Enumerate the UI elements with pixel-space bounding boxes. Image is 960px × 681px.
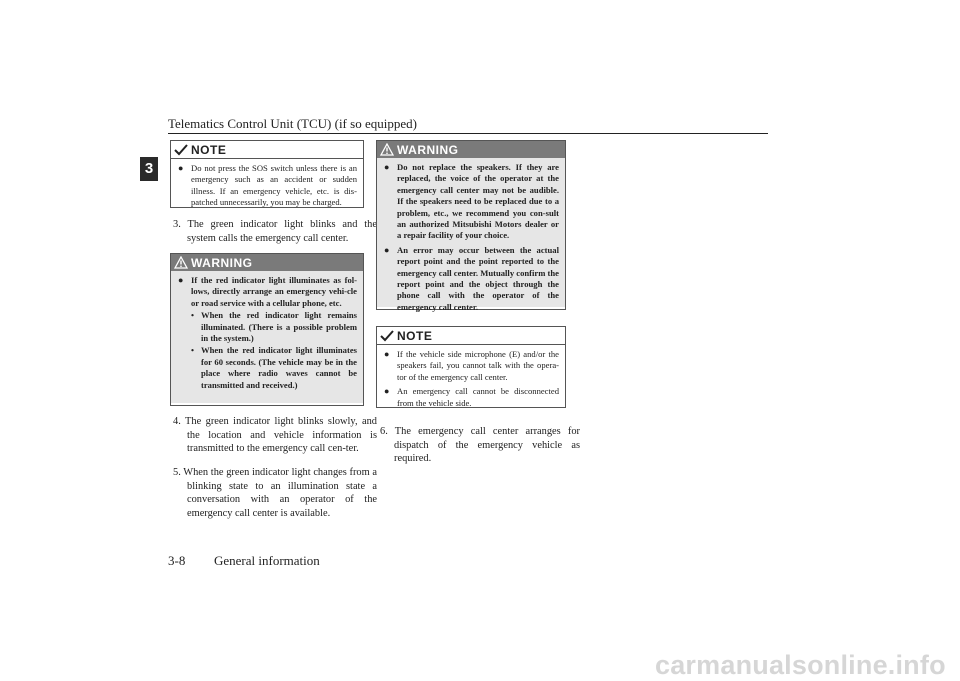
note-label: NOTE xyxy=(397,328,433,343)
warning-header xyxy=(377,141,565,158)
watermark: carmanualsonline.info xyxy=(655,650,946,680)
bullet-dot: ● xyxy=(384,349,390,359)
warning-header xyxy=(171,254,363,271)
warning-box-left xyxy=(170,253,364,406)
bullet-dot: ● xyxy=(384,244,390,255)
sub-bullet-dot: • xyxy=(191,345,195,356)
note-item: ● If the vehicle side microphone (E) and/or the speakers fail, you cannot talk with the opera-tor of the emergency call center. xyxy=(384,349,559,382)
header-rule xyxy=(168,133,768,134)
bullet-dot: ● xyxy=(384,386,390,397)
warning-triangle-icon xyxy=(174,256,188,269)
note-box-left xyxy=(170,140,364,208)
step-4: 4. The green indicator light blinks slowly, and the location and vehicle information is transmitted to the emergency call cen-ter. xyxy=(173,416,377,455)
warning-item: ● An error may occur between the actual report point and the point reported to the emergency call center. Mutually confirm the report point and the object through the phone call with the operator of the emergency call center. xyxy=(384,244,559,312)
warning-subitem: • When the red indicator light remains illuminated. (There is a possible problem in the system.) xyxy=(191,310,357,344)
warning-item: ● If the red indicator light illuminates as fol-lows, directly arrange an emergency vehi-cle or road service with a cellular phone, etc. • When the red indicator light remains illuminated. (There is a possible problem in the system.) • When the red indicator light illuminates for 60 seconds. (The vehicle may be in the place where radio waves cannot be transmitted and received.) xyxy=(178,275,357,390)
warning-subitem: • When the red indicator light illuminates for 60 seconds. (The vehicle may be in the place where radio waves cannot be transmitted and received.) xyxy=(191,345,357,390)
note-icon xyxy=(380,330,394,342)
note-item: ● An emergency call cannot be disconnected from the vehicle side. xyxy=(384,386,559,408)
step-6: 6. The emergency call center arranges for dispatch of the emergency vehicle as required. xyxy=(380,426,580,465)
note-icon xyxy=(174,144,188,156)
chapter-tab: 3 xyxy=(140,157,158,181)
footer-page-number: 3-8 xyxy=(168,553,186,568)
warning-label: WARNING xyxy=(397,142,459,157)
note-label: NOTE xyxy=(191,142,227,157)
page-header-title: Telematics Control Unit (TCU) (if so equipped) xyxy=(168,116,417,131)
warning-label: WARNING xyxy=(191,255,253,270)
note-header xyxy=(171,141,363,159)
warning-box-right xyxy=(376,140,566,310)
warning-item: ● Do not replace the speakers. If they are replaced, the voice of the operator at the emergency call center may not be audible. If the speakers need to be replaced due to a problem, etc., we recommend you con-sult an authorized Mitsubishi Motors dealer or a repair facility of your choice. xyxy=(384,162,559,241)
warning-triangle-icon xyxy=(380,143,394,156)
note-header xyxy=(377,327,565,345)
bullet-dot: ● xyxy=(178,163,184,173)
step-5: 5. When the green indicator light changes from a blinking state to an illumination state a conversation with an operator of the emergency call center is available. xyxy=(173,467,377,519)
bullet-dot: ● xyxy=(178,275,184,285)
note-box-right xyxy=(376,326,566,408)
footer-section-title: General information xyxy=(214,553,320,568)
step-3: 3. The green indicator light blinks and the system calls the emergency call center. xyxy=(173,219,377,244)
bullet-dot: ● xyxy=(384,162,390,172)
note-item: ● Do not press the SOS switch unless there is an emergency such as an accident or sudden illness. If an emergency vehicle, etc. is dis-patched unnecessarily, you may be charged. xyxy=(178,163,357,208)
sub-bullet-dot: • xyxy=(191,310,195,321)
